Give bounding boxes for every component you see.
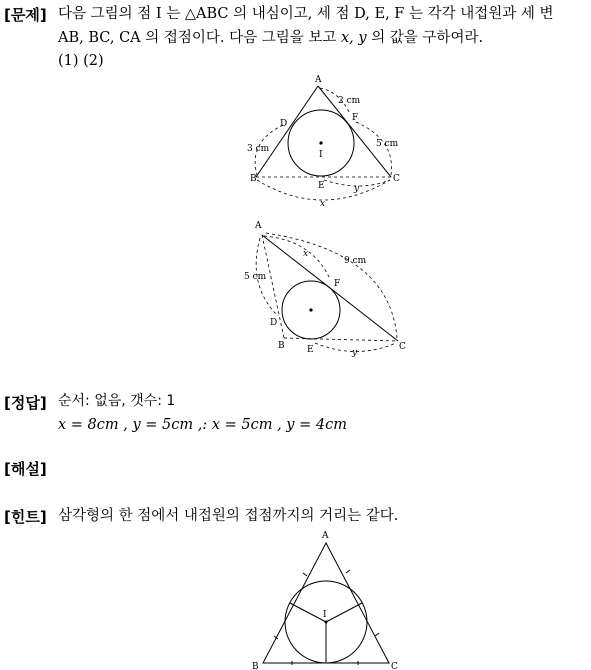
- fig1-measure-fc: 5 cm: [376, 139, 399, 149]
- fig3-label-a: A: [322, 531, 329, 541]
- problem-variables: x, y: [340, 30, 367, 46]
- fig2-measure-ac: 9 cm: [344, 256, 367, 266]
- fig1-measure-y: y: [354, 184, 360, 194]
- problem-line-1: 다음 그림의 점 I 는 △ABC 의 내심이고, 세 점 D, E, F 는 각각 내접원과 세 변: [58, 6, 554, 22]
- fig1-label-i: I: [319, 150, 323, 160]
- problem-line-2b: 의 값을 구하여라.: [371, 30, 484, 46]
- hint-text: 삼각형의 한 점에서 내접원의 접점까지의 거리는 같다.: [58, 508, 399, 524]
- fig1-measure-bd: 3 cm: [247, 144, 270, 154]
- answer-tag: [정답]: [4, 394, 47, 412]
- fig2-measure-x: x: [303, 249, 309, 259]
- fig3-label-i: I: [323, 610, 327, 620]
- fig3-label-b: B: [252, 662, 259, 670]
- fig1-label-a: A: [315, 75, 322, 85]
- fig1-label-b: B: [250, 174, 257, 184]
- fig3-label-c: C: [391, 662, 398, 670]
- fig1-label-d: D: [280, 119, 288, 129]
- fig2-label-f: F: [334, 279, 341, 289]
- fig1-measure-x: x: [320, 199, 326, 209]
- answer-line: x = 8cm , y = 5cm ,: x = 5cm , y = 4cm: [58, 417, 347, 433]
- hint-tag: [힌트]: [4, 508, 47, 526]
- problem-line-3: (1) (2): [58, 53, 104, 69]
- fig3-tick-4: [375, 633, 379, 636]
- answer-info: 순서: 없음, 갯수: 1: [58, 393, 176, 409]
- fig1-label-e: E: [318, 181, 325, 191]
- explanation-tag: [해설]: [4, 460, 47, 478]
- fig3-incenter-dot: [325, 621, 328, 624]
- fig1-label-f: F: [352, 113, 359, 123]
- fig2-label-c: C: [399, 342, 406, 352]
- fig2-label-d: D: [270, 318, 278, 328]
- fig2-label-e: E: [307, 345, 314, 355]
- fig3-radius-right: [326, 603, 362, 622]
- fig2-label-a: A: [255, 221, 262, 231]
- fig1-label-c: C: [393, 174, 400, 184]
- fig2-label-b: B: [278, 341, 285, 351]
- fig1-measure-af: 2 cm: [338, 96, 361, 106]
- problem-tag: [문제]: [4, 6, 47, 24]
- fig3-tick-1: [303, 573, 307, 576]
- problem-line-2a: AB, BC, CA 의 접점이다. 다음 그림을 보고: [58, 30, 337, 46]
- fig2-measure-ab: 5 cm: [244, 272, 267, 282]
- fig2-measure-y: y: [352, 348, 358, 358]
- fig3-tick-2: [346, 570, 350, 573]
- fig3-radius-left: [290, 603, 326, 622]
